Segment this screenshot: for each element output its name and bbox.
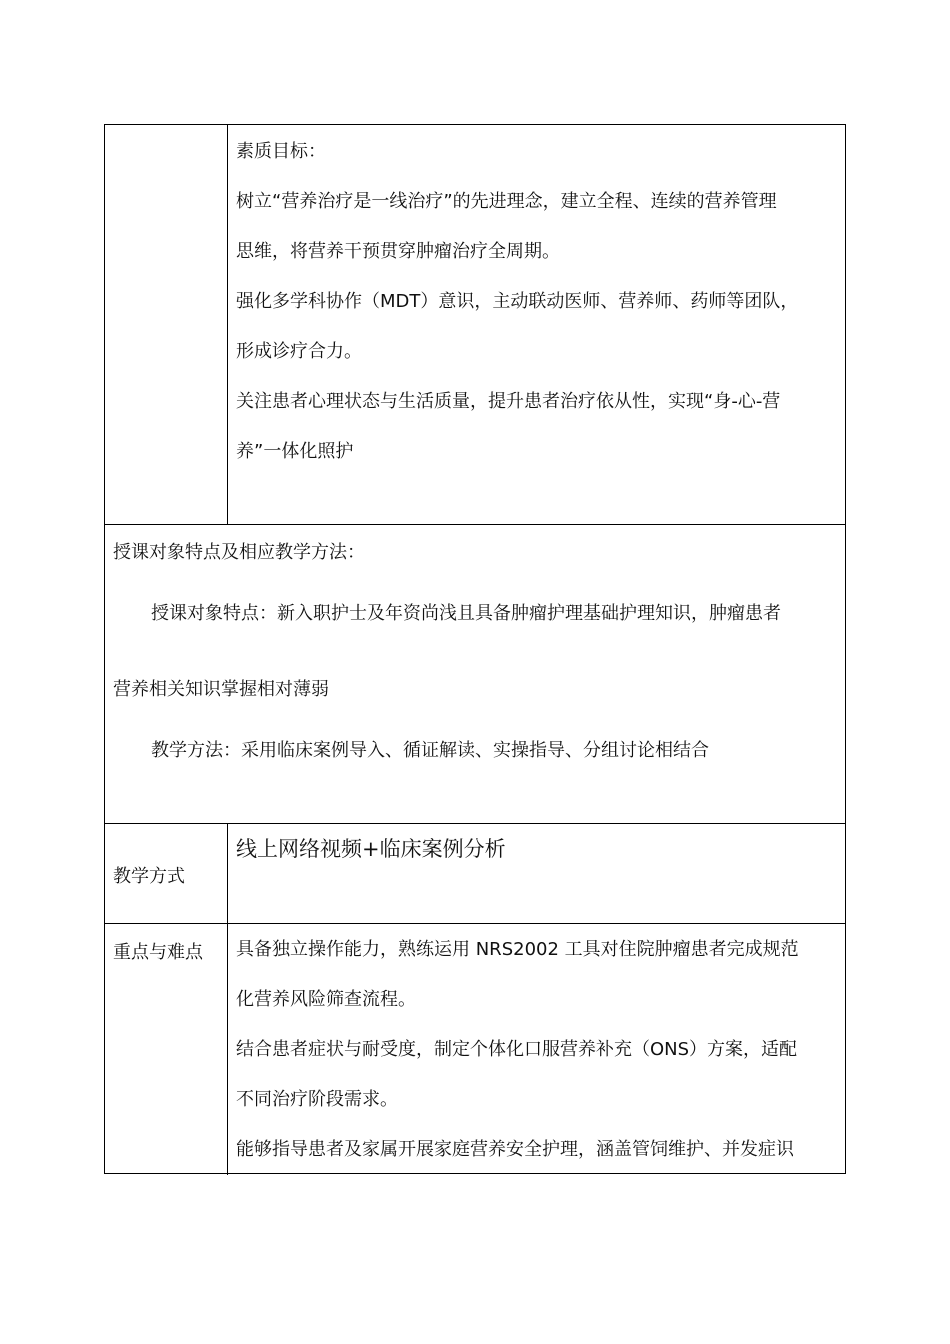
- quality-goals-cell: [228, 125, 845, 524]
- quality-goals-line: 强化多学科协作（MDT）意识，主动联动医师、营养师、药师等团队，: [236, 291, 799, 312]
- teaching-method-line: 教学方法：采用临床案例导入、循证解读、实操指导、分组讨论相结合: [151, 740, 709, 761]
- teaching-mode-row: [105, 824, 845, 924]
- teaching-mode-value: 线上网络视频+临床案例分析: [236, 837, 506, 861]
- audience-feature-line: 营养相关知识掌握相对薄弱: [113, 679, 329, 700]
- quality-goals-line: 树立“营养治疗是一线治疗”的先进理念，建立全程、连续的营养管理: [236, 191, 777, 212]
- key-points-row: [105, 924, 845, 1175]
- audience-row: [105, 525, 845, 824]
- audience-cell: [105, 525, 845, 823]
- teaching-mode-value-cell: [228, 824, 845, 923]
- key-points-label: 重点与难点: [113, 942, 203, 963]
- key-points-line: 具备独立操作能力，熟练运用 NRS2002 工具对住院肿瘤患者完成规范: [236, 939, 799, 960]
- key-points-line: 结合患者症状与耐受度，制定个体化口服营养补充（ONS）方案，适配: [236, 1039, 798, 1060]
- key-points-label-cell: [105, 924, 227, 1175]
- quality-goals-label: 素质目标：: [236, 141, 326, 162]
- quality-goals-line: 关注患者心理状态与生活质量，提升患者治疗依从性，实现“身-心-营: [236, 391, 781, 412]
- key-points-line: 化营养风险筛查流程。: [236, 989, 416, 1010]
- quality-goals-line: 养”一体化照护: [236, 441, 354, 462]
- quality-goals-line: 思维，将营养干预贯穿肿瘤治疗全周期。: [236, 241, 560, 262]
- quality-goals-row: [105, 125, 845, 525]
- quality-goals-line: 形成诊疗合力。: [236, 341, 362, 362]
- key-points-line: 不同治疗阶段需求。: [236, 1089, 398, 1110]
- key-points-line: 能够指导患者及家属开展家庭营养安全护理，涵盖管饲维护、并发症识: [236, 1139, 794, 1160]
- syllabus-table: [104, 124, 846, 1174]
- audience-feature-line: 授课对象特点：新入职护士及年资尚浅且具备肿瘤护理基础护理知识，肿瘤患者: [151, 603, 781, 624]
- key-points-cell: [228, 924, 845, 1175]
- empty-label-cell: [105, 125, 227, 524]
- teaching-mode-label-cell: [105, 824, 227, 923]
- teaching-mode-label: 教学方式: [113, 866, 185, 887]
- audience-title: 授课对象特点及相应教学方法：: [113, 542, 365, 563]
